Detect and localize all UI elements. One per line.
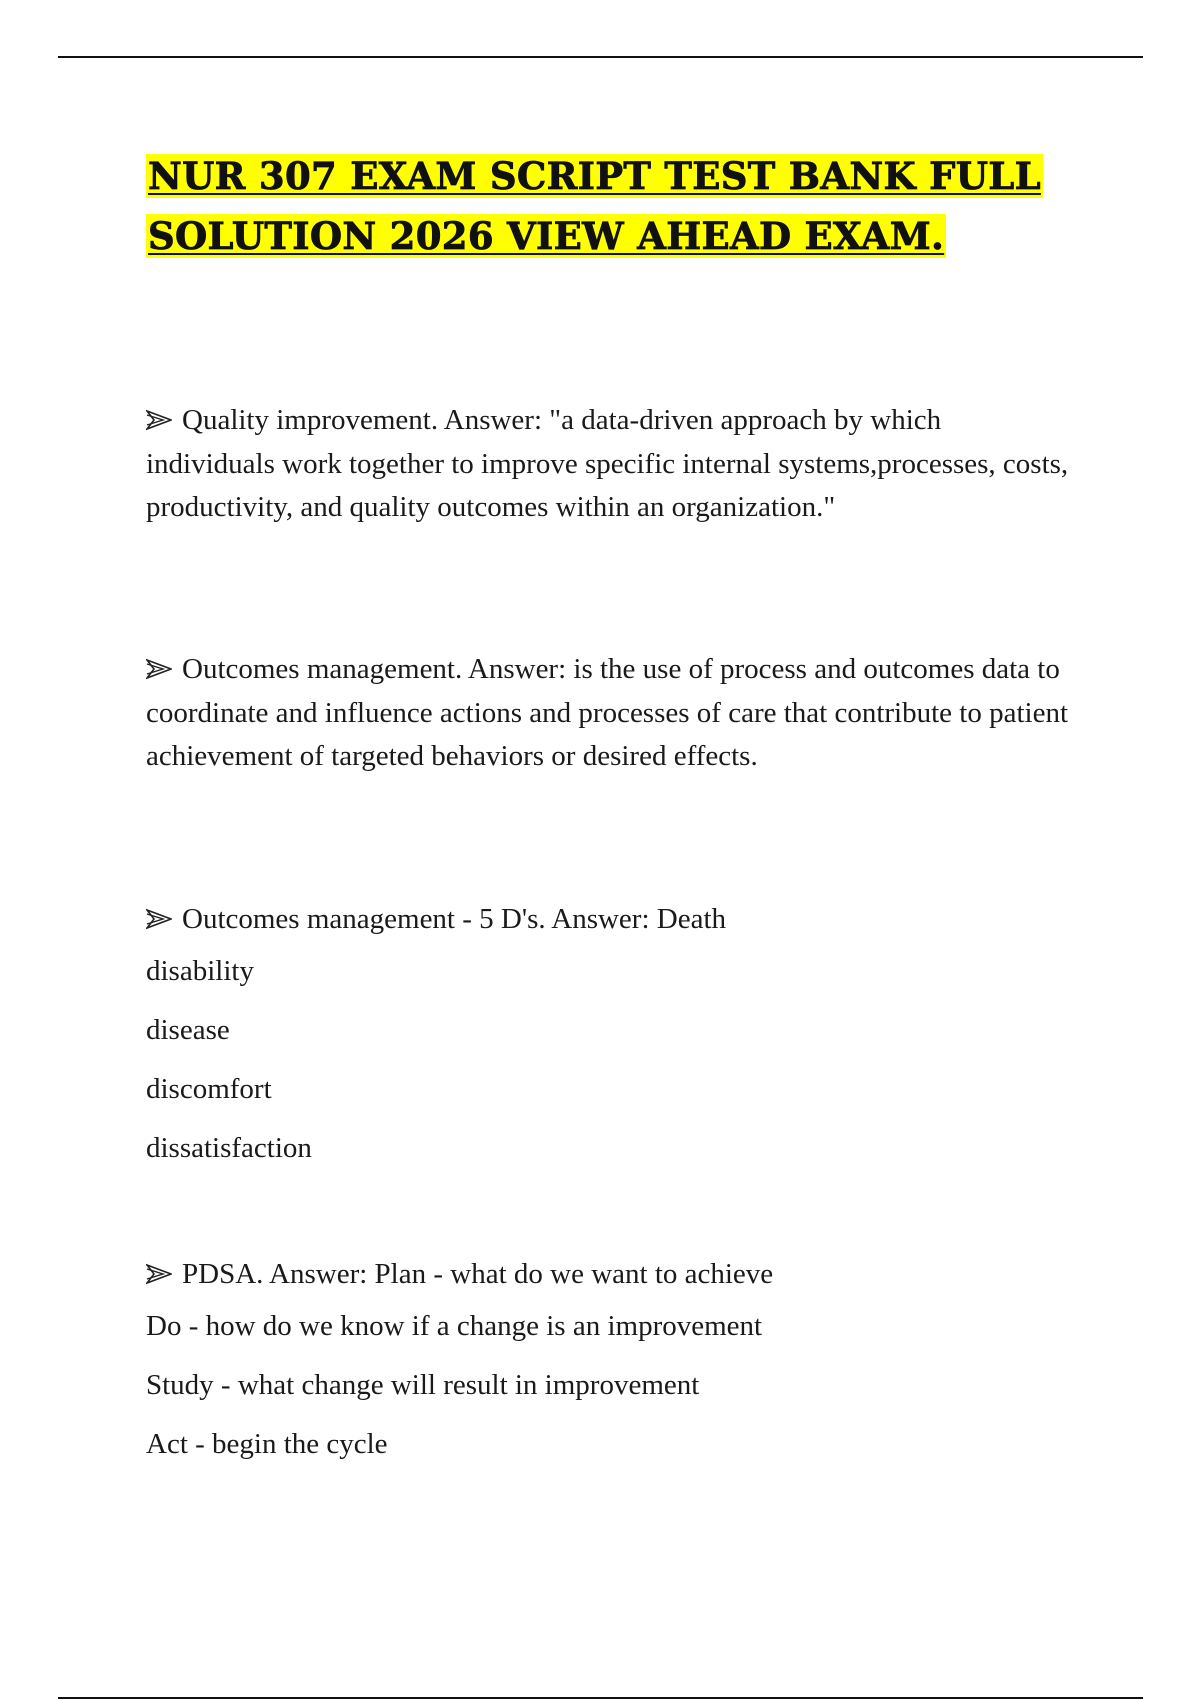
answer-line: disability xyxy=(146,954,254,987)
qa-item-quality-improvement xyxy=(146,399,1076,530)
document-title xyxy=(146,146,1086,266)
qa-item-text-row xyxy=(146,399,1076,530)
arrowhead-bullet-icon xyxy=(146,908,172,930)
header-rule xyxy=(58,56,1143,58)
qa-item-outcomes-management xyxy=(146,648,1076,779)
qa-item-text: PDSA. Answer: Plan - what do we want to achieve xyxy=(182,1258,774,1290)
answer-line: dissatisfaction xyxy=(146,1131,312,1164)
answer-line: Study - what change will result in improvement xyxy=(146,1368,700,1401)
qa-item-text: Outcomes management - 5 D's. Answer: Death xyxy=(182,903,727,935)
answer-line: discomfort xyxy=(146,1072,272,1105)
qa-item-five-ds xyxy=(146,898,1076,1178)
qa-item-pdsa xyxy=(146,1253,1076,1474)
qa-item-text-row xyxy=(146,898,1076,942)
footer-rule xyxy=(58,1697,1143,1699)
qa-item-text: Quality improvement. Answer: "a data-driven approach by which individuals work together to improve specific internal systems,processes, costs, productivity, and quality outcomes within an organization." xyxy=(146,404,1069,523)
answer-line: disease xyxy=(146,1013,230,1046)
arrowhead-bullet-icon xyxy=(146,1263,172,1285)
arrowhead-bullet-icon xyxy=(146,658,172,680)
answer-line: Do - how do we know if a change is an improvement xyxy=(146,1309,763,1342)
qa-item-text: Outcomes management. Answer: is the use of process and outcomes data to coordinate and influence actions and processes of care that contribute to patient achievement of targeted behaviors or desired effects. xyxy=(146,653,1068,772)
document-title-text: NUR 307 EXAM SCRIPT TEST BANK FULL SOLUTION 2026 VIEW AHEAD EXAM. xyxy=(148,154,1041,258)
qa-item-text-row xyxy=(146,648,1076,779)
arrowhead-bullet-icon xyxy=(146,409,172,431)
answer-line: Act - begin the cycle xyxy=(146,1427,388,1460)
qa-item-text-row xyxy=(146,1253,1076,1297)
